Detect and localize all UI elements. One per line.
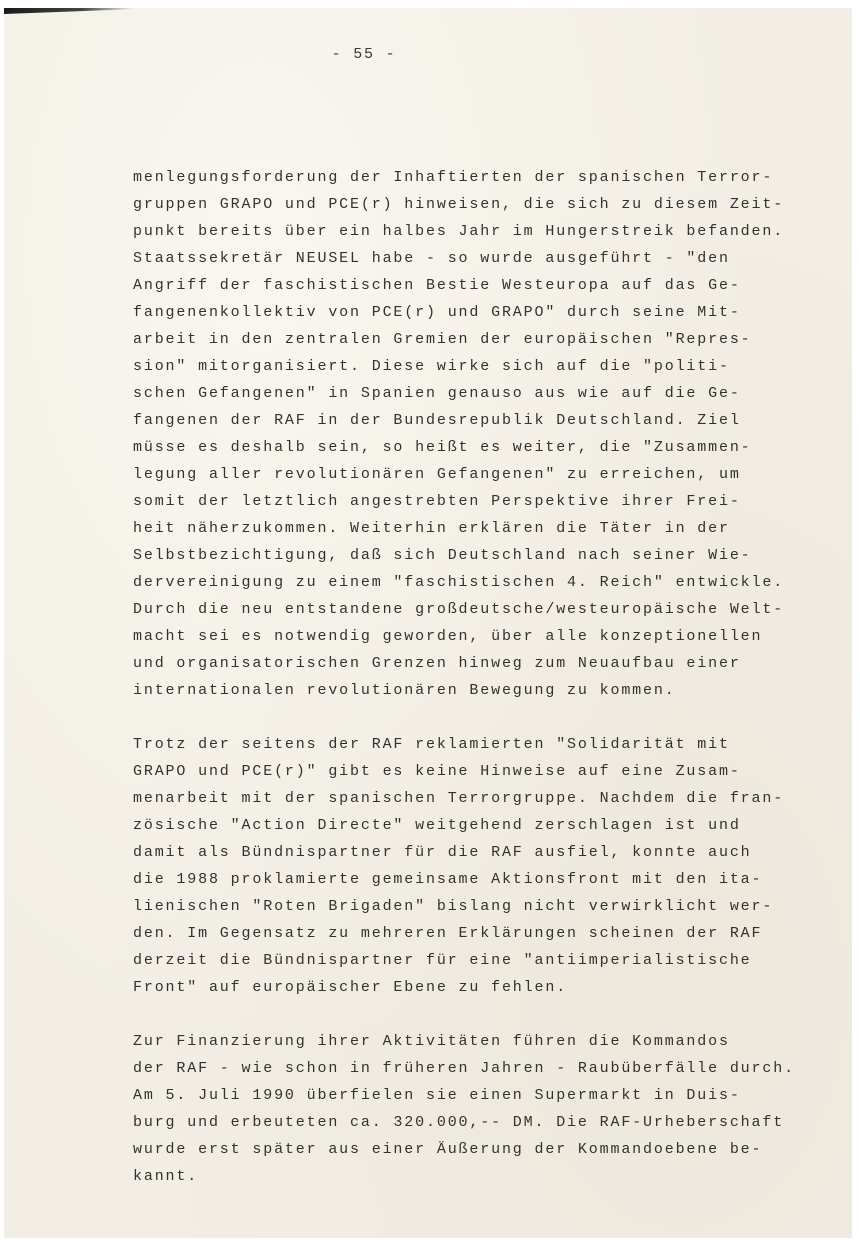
body-text bbox=[133, 164, 833, 1217]
text-line: Trotz der seitens der RAF reklamierten "Solidarität mit bbox=[133, 736, 730, 753]
text-line: menarbeit mit der spanischen Terrorgruppe. Nachdem die fran- bbox=[133, 790, 785, 807]
text-line: Angriff der faschistischen Bestie Westeuropa auf das Ge- bbox=[133, 277, 741, 294]
text-line: somit der letztlich angestrebten Perspektive ihrer Frei- bbox=[133, 493, 741, 510]
text-line: gruppen GRAPO und PCE(r) hinweisen, die sich zu diesem Zeit- bbox=[133, 196, 785, 213]
text-line: legung aller revolutionären Gefangenen" zu erreichen, um bbox=[133, 466, 741, 483]
text-line: heit näherzukommen. Weiterhin erklären die Täter in der bbox=[133, 520, 730, 537]
text-line: fangenenkollektiv von PCE(r) und GRAPO" durch seine Mit- bbox=[133, 304, 741, 321]
text-line: punkt bereits über ein halbes Jahr im Hungerstreik befanden. bbox=[133, 223, 785, 240]
text-line: dervereinigung zu einem "faschistischen 4. Reich" entwickle. bbox=[133, 574, 785, 591]
text-line: burg und erbeuteten ca. 320.000,-- DM. Die RAF-Urheberschaft bbox=[133, 1114, 785, 1131]
text-line: internationalen revolutionären Bewegung zu kommen. bbox=[133, 682, 676, 699]
text-line: damit als Bündnispartner für die RAF ausfiel, konnte auch bbox=[133, 844, 752, 861]
paragraph-1 bbox=[133, 164, 833, 704]
text-line: der RAF - wie schon in früheren Jahren - Raubüberfälle durch. bbox=[133, 1060, 795, 1077]
text-line: Am 5. Juli 1990 überfielen sie einen Supermarkt in Duis- bbox=[133, 1087, 741, 1104]
page-number: - 55 - bbox=[331, 46, 397, 63]
text-line: und organisatorischen Grenzen hinweg zum Neuaufbau einer bbox=[133, 655, 741, 672]
text-line: fangenen der RAF in der Bundesrepublik Deutschland. Ziel bbox=[133, 412, 741, 429]
text-line: schen Gefangenen" in Spanien genauso aus wie auf die Ge- bbox=[133, 385, 741, 402]
text-line: sion" mitorganisiert. Diese wirke sich auf die "politi- bbox=[133, 358, 730, 375]
paragraph-2 bbox=[133, 731, 833, 1001]
text-line: die 1988 proklamierte gemeinsame Aktionsfront mit den ita- bbox=[133, 871, 763, 888]
text-line: Durch die neu entstandene großdeutsche/westeuropäische Welt- bbox=[133, 601, 785, 618]
text-line: Staatssekretär NEUSEL habe - so wurde ausgeführt - "den bbox=[133, 250, 730, 267]
text-line: lienischen "Roten Brigaden" bislang nicht verwirklicht wer- bbox=[133, 898, 774, 915]
text-line: wurde erst später aus einer Äußerung der Kommandoebene be- bbox=[133, 1141, 763, 1158]
text-line: zösische "Action Directe" weitgehend zerschlagen ist und bbox=[133, 817, 741, 834]
text-line: Selbstbezichtigung, daß sich Deutschland nach seiner Wie- bbox=[133, 547, 752, 564]
text-line: kannt. bbox=[133, 1168, 199, 1185]
paragraph-3 bbox=[133, 1028, 833, 1190]
text-line: Front" auf europäischer Ebene zu fehlen. bbox=[133, 979, 568, 996]
text-line: macht sei es notwendig geworden, über alle konzeptionellen bbox=[133, 628, 763, 645]
text-line: müsse es deshalb sein, so heißt es weiter, die "Zusammen- bbox=[133, 439, 752, 456]
text-line: derzeit die Bündnispartner für eine "antiimperialistische bbox=[133, 952, 752, 969]
text-line: den. Im Gegensatz zu mehreren Erklärungen scheinen der RAF bbox=[133, 925, 763, 942]
text-line: menlegungsforderung der Inhaftierten der spanischen Terror- bbox=[133, 169, 774, 186]
text-line: Zur Finanzierung ihrer Aktivitäten führen die Kommandos bbox=[133, 1033, 730, 1050]
text-line: arbeit in den zentralen Gremien der europäischen "Repres- bbox=[133, 331, 752, 348]
text-line: GRAPO und PCE(r)" gibt es keine Hinweise auf eine Zusam- bbox=[133, 763, 741, 780]
